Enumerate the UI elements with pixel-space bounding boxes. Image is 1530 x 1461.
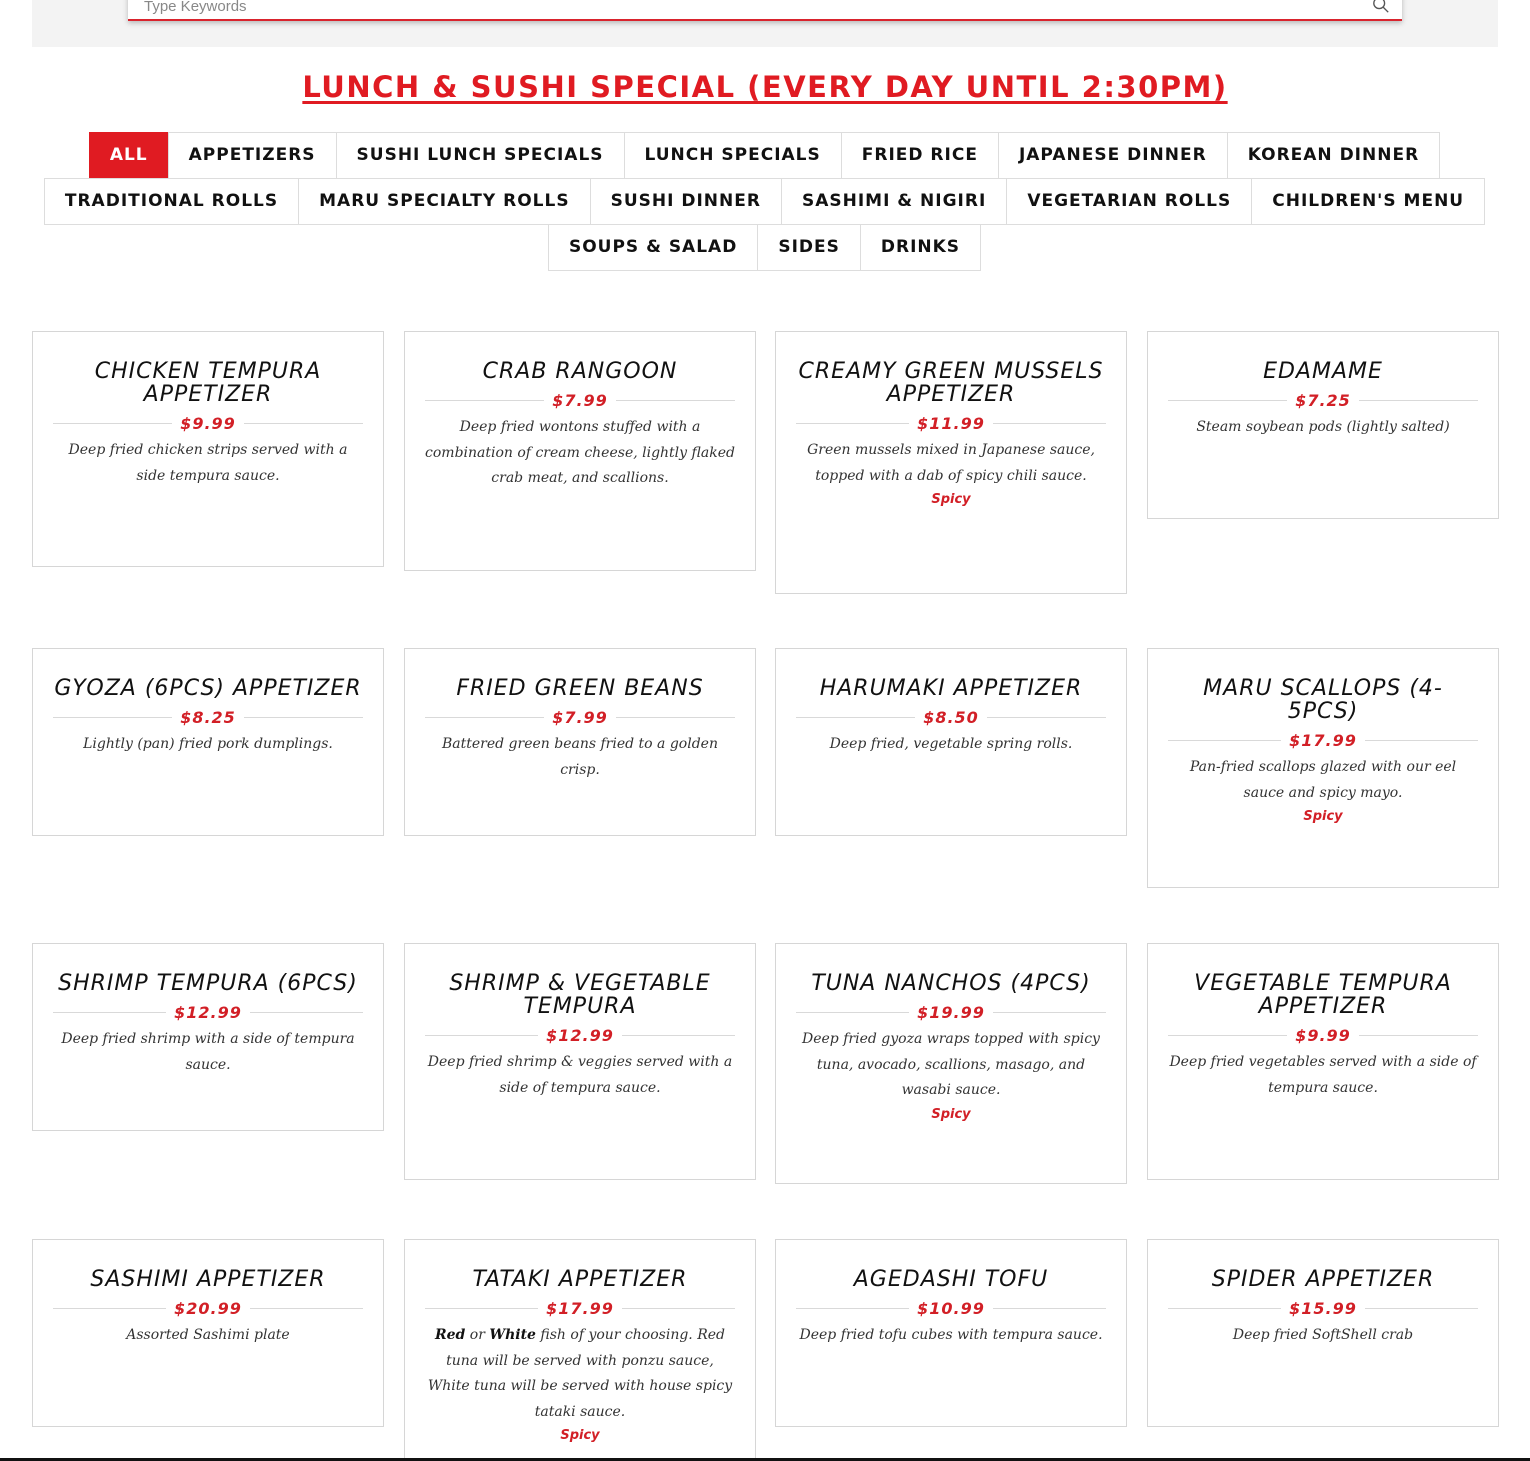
divider-line [53, 1012, 166, 1013]
menu-item-card[interactable] [1147, 331, 1499, 519]
menu-item-card[interactable] [775, 943, 1127, 1184]
divider-line [993, 423, 1106, 424]
divider-line [796, 717, 915, 718]
menu-item-card[interactable] [775, 331, 1127, 594]
divider-line [616, 400, 735, 401]
menu-item-title: TUNA NANCHOS (4PCS) [811, 971, 1091, 996]
menu-item-title: AGEDASHI TOFU [853, 1267, 1049, 1292]
menu-item-price: $8.25 [180, 707, 236, 727]
menu-item-description: Deep fried vegetables served with a side of tempura sauce. [1169, 1054, 1477, 1096]
menu-item-title: SHRIMP & VEGETABLE TEMPURA [449, 971, 711, 1019]
price-row [1168, 728, 1478, 752]
price-row [53, 705, 363, 729]
menu-item-title: CREAMY GREEN MUSSELS APPETIZER [798, 359, 1104, 407]
menu-item-description: Battered green beans fried to a golden crisp. [442, 736, 718, 778]
menu-item-card[interactable] [1147, 943, 1499, 1180]
menu-item-description [425, 1323, 735, 1425]
tab-sashimi-nigiri[interactable]: SASHIMI & NIGIRI [781, 178, 1007, 225]
menu-item-card[interactable] [1147, 1239, 1499, 1427]
search-box [128, 0, 1402, 21]
tab-japanese-dinner[interactable]: JAPANESE DINNER [998, 132, 1228, 179]
divider-line [425, 1035, 538, 1036]
menu-item-description: Pan-fried scallops glazed with our eel sauce and spicy mayo. [1189, 759, 1457, 801]
price-row [53, 1000, 363, 1024]
menu-item-price: $19.99 [917, 1002, 985, 1022]
menu-item-description: Deep fried shrimp & veggies served with a side of tempura sauce. [427, 1054, 733, 1096]
price-row [796, 1000, 1106, 1024]
divider-line [622, 1035, 735, 1036]
divider-line [1359, 400, 1478, 401]
menu-item-title: SASHIMI APPETIZER [90, 1267, 326, 1292]
menu-item-price: $12.99 [546, 1025, 614, 1045]
spicy-label: Spicy [1303, 809, 1343, 824]
divider-line [622, 1308, 735, 1309]
menu-item-title: GYOZA (6PCS) APPETIZER [54, 676, 362, 701]
tab-lunch-specials[interactable]: LUNCH SPECIALS [624, 132, 842, 179]
menu-item-title: SPIDER APPETIZER [1211, 1267, 1435, 1292]
menu-item-price: $10.99 [917, 1298, 985, 1318]
menu-item-price: $12.99 [174, 1002, 242, 1022]
tab-all[interactable]: ALL [89, 132, 169, 179]
menu-item-description: Deep fried, vegetable spring rolls. [829, 736, 1073, 752]
menu-item-title: FRIED GREEN BEANS [456, 676, 704, 701]
divider-line [1168, 740, 1281, 741]
menu-item-title: CHICKEN TEMPURA APPETIZER [94, 359, 322, 407]
tab-appetizers[interactable]: APPETIZERS [168, 132, 337, 179]
menu-item-title: VEGETABLE TEMPURA APPETIZER [1194, 971, 1452, 1019]
divider-line [993, 1308, 1106, 1309]
menu-item-title: EDAMAME [1263, 359, 1383, 384]
menu-item-card[interactable] [32, 331, 384, 567]
tab-korean-dinner[interactable]: KOREAN DINNER [1227, 132, 1440, 179]
menu-item-price: $15.99 [1289, 1298, 1357, 1318]
divider-line [244, 423, 363, 424]
price-row [53, 1296, 363, 1320]
search-band [32, 0, 1498, 47]
tab-sushi-lunch-specials[interactable]: SUSHI LUNCH SPECIALS [336, 132, 625, 179]
menu-item-title: MARU SCALLOPS (4-5PCS) [1203, 676, 1443, 724]
menu-item-title: CRAB RANGOON [482, 359, 678, 384]
search-icon[interactable] [1372, 0, 1390, 14]
menu-item-price: $7.99 [552, 390, 608, 410]
menu-item-price: $9.99 [180, 413, 236, 433]
tab-fried-rice[interactable]: FRIED RICE [841, 132, 999, 179]
menu-item-card[interactable] [32, 1239, 384, 1427]
tab-soups-salad[interactable]: SOUPS & SALAD [548, 224, 758, 271]
tab-sides[interactable]: SIDES [757, 224, 861, 271]
menu-item-price: $17.99 [546, 1298, 614, 1318]
menu-item-price: $8.50 [923, 707, 979, 727]
menu-item-card[interactable] [404, 943, 756, 1180]
menu-item-card[interactable] [32, 648, 384, 836]
tab-row [0, 133, 1530, 179]
divider-line [1359, 1035, 1478, 1036]
description-part: Red [434, 1327, 466, 1343]
tab-children-s-menu[interactable]: CHILDREN'S MENU [1251, 178, 1485, 225]
price-row [53, 411, 363, 435]
menu-item-description: Steam soybean pods (lightly salted) [1196, 419, 1450, 435]
tab-maru-specialty-rolls[interactable]: MARU SPECIALTY ROLLS [298, 178, 590, 225]
divider-line [987, 717, 1106, 718]
menu-item-description: Assorted Sashimi plate [126, 1327, 290, 1343]
special-banner [0, 70, 1530, 104]
menu-item-price: $11.99 [917, 413, 985, 433]
divider-line [250, 1308, 363, 1309]
price-row [1168, 1296, 1478, 1320]
spicy-label: Spicy [931, 492, 971, 507]
menu-item-title: TATAKI APPETIZER [472, 1267, 688, 1292]
divider-line [796, 1308, 909, 1309]
menu-item-description: Deep fried shrimp with a side of tempura sauce. [61, 1031, 355, 1073]
divider-line [993, 1012, 1106, 1013]
menu-item-price: $9.99 [1295, 1025, 1351, 1045]
divider-line [425, 717, 544, 718]
menu-item-card[interactable] [1147, 648, 1499, 888]
divider-line [53, 717, 172, 718]
description-part: fish of your choosing. Red tuna will be served with ponzu sauce, White tuna will be served with house spicy tataki sauce. [427, 1327, 733, 1420]
price-row [425, 1296, 735, 1320]
menu-item-card[interactable] [404, 648, 756, 836]
divider-line [796, 1012, 909, 1013]
tab-sushi-dinner[interactable]: SUSHI DINNER [590, 178, 782, 225]
price-row [425, 1023, 735, 1047]
divider-line [1168, 400, 1287, 401]
divider-line [244, 717, 363, 718]
price-row [796, 705, 1106, 729]
menu-item-description: Deep fried gyoza wraps topped with spicy tuna, avocado, scallions, masago, and wasabi sauce. [802, 1031, 1100, 1098]
tab-traditional-rolls[interactable]: TRADITIONAL ROLLS [44, 178, 299, 225]
menu-item-card[interactable] [404, 1239, 756, 1461]
description-part: White [489, 1327, 536, 1343]
menu-item-card[interactable] [404, 331, 756, 571]
divider-line [796, 423, 909, 424]
menu-item-card[interactable] [775, 648, 1127, 836]
divider-line [1365, 740, 1478, 741]
menu-item-price: $7.99 [552, 707, 608, 727]
menu-item-title: HARUMAKI APPETIZER [819, 676, 1083, 701]
price-row [1168, 388, 1478, 412]
search-input[interactable] [144, 0, 1324, 18]
tab-row [0, 225, 1530, 271]
menu-item-price: $20.99 [174, 1298, 242, 1318]
menu-item-price: $7.25 [1295, 390, 1351, 410]
spicy-label: Spicy [560, 1428, 600, 1443]
tab-drinks[interactable]: DRINKS [860, 224, 981, 271]
menu-item-description: Deep fried SoftShell crab [1232, 1327, 1414, 1343]
menu-item-card[interactable] [775, 1239, 1127, 1427]
divider-line [1168, 1308, 1281, 1309]
divider-line [425, 1308, 538, 1309]
menu-item-description: Deep fried tofu cubes with tempura sauce. [799, 1327, 1103, 1343]
menu-item-price: $17.99 [1289, 730, 1357, 750]
divider-line [1365, 1308, 1478, 1309]
special-banner-text[interactable]: LUNCH & SUSHI SPECIAL (EVERY DAY UNTIL 2:30PM) [302, 70, 1228, 104]
price-row [425, 705, 735, 729]
price-row [425, 388, 735, 412]
divider-line [53, 423, 172, 424]
menu-item-description: Deep fried wontons stuffed with a combination of cream cheese, lightly flaked crab meat, and scallions. [425, 419, 735, 486]
price-row [796, 1296, 1106, 1320]
tab-vegetarian-rolls[interactable]: VEGETARIAN ROLLS [1006, 178, 1252, 225]
menu-item-card[interactable] [32, 943, 384, 1131]
tab-row [0, 179, 1530, 225]
price-row [1168, 1023, 1478, 1047]
divider-line [616, 717, 735, 718]
menu-item-description: Deep fried chicken strips served with a side tempura sauce. [68, 442, 348, 484]
price-row [796, 411, 1106, 435]
divider-line [53, 1308, 166, 1309]
spicy-label: Spicy [931, 1106, 971, 1122]
menu-item-title: SHRIMP TEMPURA (6PCS) [58, 971, 358, 996]
menu-item-description: Green mussels mixed in Japanese sauce, topped with a dab of spicy chili sauce. [807, 442, 1095, 484]
divider-line [250, 1012, 363, 1013]
divider-line [425, 400, 544, 401]
category-tabs [0, 133, 1530, 271]
divider-line [1168, 1035, 1287, 1036]
description-part: or [465, 1327, 490, 1343]
menu-item-description: Lightly (pan) fried pork dumplings. [83, 736, 333, 752]
